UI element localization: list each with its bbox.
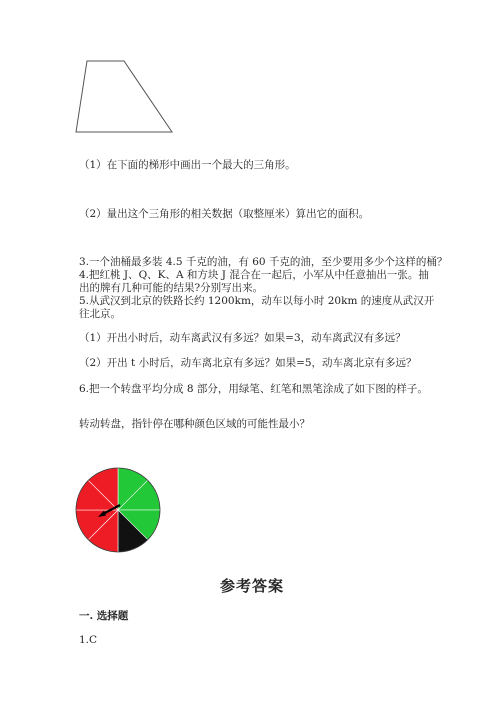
question-trapezoid-part1: （1）在下面的梯形中画出一个最大的三角形。	[79, 159, 296, 171]
question-trapezoid-part2: （2）量出这个三角形的相关数据（取整厘米）算出它的面积。	[79, 208, 370, 220]
answers-section-choice: 一. 选择题	[79, 610, 129, 622]
spinner-disc	[73, 465, 163, 555]
trapezoid-shape	[76, 61, 172, 132]
question-5-part1: （1）开出小时后，动车离武汉有多远？如果=3，动车离武汉有多远？	[79, 332, 406, 344]
question-6: 6.把一个转盘平均分成 8 部分，用绿笔、红笔和黑笔涂成了如下图的样子。	[79, 383, 428, 395]
question-6-ask: 转动转盘，指针停在哪种颜色区域的可能性最小？	[79, 418, 310, 430]
trapezoid-figure	[0, 0, 500, 140]
question-5: 5.从武汉到北京的铁路长约 1200km，动车以每小时 20km 的速度从武汉开往北京。	[79, 295, 435, 320]
answers-title: 参考答案	[220, 577, 285, 595]
question-4: 4.把红桃 J、Q、K、A 和方块 J 混合在一起后，小军从中任意抽出一张。抽出的牌有几种可能的结果?分别写出来。	[79, 269, 429, 294]
answer-1: 1.C	[79, 634, 98, 646]
question-3: 3.一个油桶最多装 4.5 千克的油，有 60 千克的油，至少要用多少个这样的桶？	[79, 256, 448, 268]
question-5-part2: （2）开出 t 小时后，动车离北京有多远？如果=5，动车离北京有多远？	[79, 357, 417, 369]
